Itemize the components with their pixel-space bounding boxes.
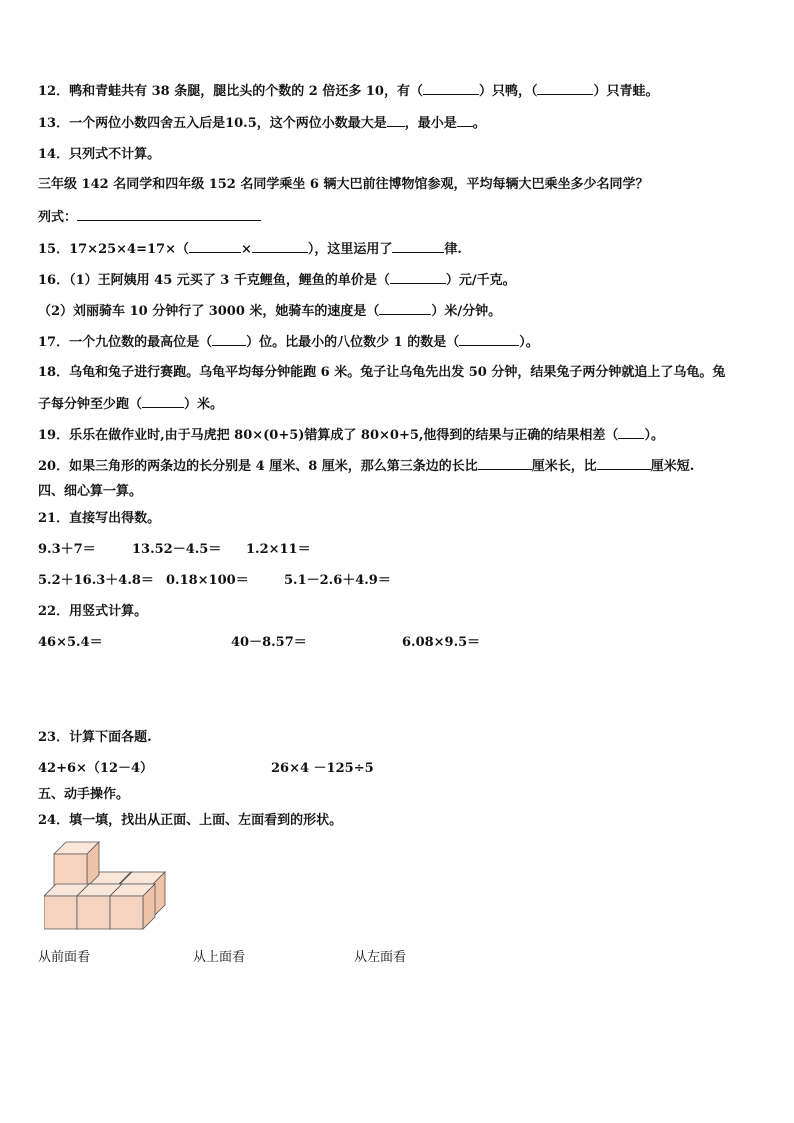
cube-top-left-front bbox=[54, 854, 87, 887]
q13-blank-min[interactable] bbox=[457, 114, 473, 127]
question-23-title: 23．计算下面各题. bbox=[38, 730, 152, 745]
q13-text-a: 13．一个两位小数四舍五入后是10.5，这个两位小数最大是 bbox=[38, 116, 387, 131]
q21-item: 5.1－2.6＋4.9＝ bbox=[284, 573, 391, 588]
question-20 bbox=[38, 457, 694, 476]
q22-item: 46×5.4＝ bbox=[38, 635, 103, 650]
q17-text-b: ）位。比最小的八位数少 1 的数是（ bbox=[246, 335, 460, 350]
q21-item: 5.2＋16.3＋4.8＝ bbox=[38, 573, 154, 588]
q18-text-b: ）米。 bbox=[184, 397, 224, 412]
q15-blank-2[interactable] bbox=[252, 240, 308, 253]
section-5-heading: 五、动手操作。 bbox=[38, 787, 130, 802]
q17-blank-1[interactable] bbox=[212, 333, 246, 346]
q16-p1-text-b: ）元/千克。 bbox=[445, 273, 516, 288]
cube-front-right-front bbox=[110, 896, 143, 929]
q12-text-b: ）只鸭，（ bbox=[478, 84, 538, 99]
q16-p2-blank[interactable] bbox=[379, 302, 431, 315]
question-16-part-2 bbox=[38, 302, 501, 321]
q20-blank-1[interactable] bbox=[478, 457, 532, 470]
question-13 bbox=[38, 114, 486, 133]
question-17 bbox=[38, 333, 539, 352]
q14-label: 列式： bbox=[38, 210, 78, 225]
q21-item: 13.52－4.5＝ bbox=[132, 542, 222, 557]
q18-text-a: 子每分钟至少跑（ bbox=[38, 397, 143, 412]
cube-group bbox=[44, 842, 165, 929]
q12-text-a: 12．鸭和青蛙共有 38 条腿，腿比头的个数的 2 倍还多 10，有（ bbox=[38, 84, 423, 99]
q15-text-c: ），这里运用了 bbox=[307, 242, 393, 257]
section-4-heading: 四、细心算一算。 bbox=[38, 484, 143, 499]
question-18-line-1: 18．乌龟和兔子进行赛跑。乌龟平均每分钟能跑 6 米。兔子让乌龟先出发 50 分钟，结果兔子两分钟就追上了乌龟。兔 bbox=[38, 365, 726, 380]
cube-front-middle-front bbox=[77, 896, 110, 929]
q16-p2-text-a: （2）刘丽骑车 10 分钟行了 3000 米，她骑车的速度是（ bbox=[38, 304, 380, 319]
q21-item: 9.3＋7＝ bbox=[38, 542, 96, 557]
q14-answer-line[interactable] bbox=[77, 208, 261, 221]
question-22-title: 22．用竖式计算。 bbox=[38, 604, 148, 619]
q15-text-d: 律. bbox=[444, 242, 462, 257]
q19-blank[interactable] bbox=[618, 426, 644, 439]
question-21-title: 21．直接写出得数。 bbox=[38, 511, 161, 526]
q20-text-c: 厘米短. bbox=[650, 459, 695, 474]
q16-p2-text-b: ）米/分钟。 bbox=[431, 304, 502, 319]
question-12 bbox=[38, 82, 658, 101]
q21-item: 0.18×100＝ bbox=[166, 573, 249, 588]
cube-stack-figure bbox=[44, 840, 174, 936]
q22-item: 6.08×9.5＝ bbox=[402, 635, 481, 650]
q15-text-b: × bbox=[240, 242, 252, 257]
question-16-part-1 bbox=[38, 271, 516, 290]
q17-text-a: 17．一个九位数的最高位是（ bbox=[38, 335, 213, 350]
question-15 bbox=[38, 240, 462, 259]
question-14-text: 三年级 142 名同学和四年级 152 名同学乘坐 6 辆大巴前往博物馆参观，平均每辆大巴乘坐多少名同学？ bbox=[38, 177, 649, 192]
q19-text-a: 19．乐乐在做作业时,由于马虎把 80×(0+5)错算成了 80×0+5,他得到的结果与正确的结果相差（ bbox=[38, 428, 619, 443]
q15-blank-law[interactable] bbox=[392, 240, 444, 253]
question-14-title: 14．只列式不计算。 bbox=[38, 147, 161, 162]
q21-item: 1.2×11＝ bbox=[246, 542, 311, 557]
q23-item: 42+6×（12－4） bbox=[38, 761, 154, 776]
caption-top-view: 从上面看 bbox=[193, 950, 246, 965]
q22-item: 40－8.57＝ bbox=[231, 635, 307, 650]
q20-blank-2[interactable] bbox=[597, 457, 651, 470]
question-24-title: 24．填一填，找出从正面、上面、左面看到的形状。 bbox=[38, 813, 343, 828]
q17-text-c: ）。 bbox=[519, 335, 539, 350]
q17-blank-2[interactable] bbox=[459, 333, 519, 346]
q19-text-b: ）。 bbox=[644, 428, 664, 443]
q20-text-b: 厘米长，比 bbox=[531, 459, 597, 474]
question-18-line-2 bbox=[38, 395, 223, 414]
q13-text-b: ，最小是 bbox=[404, 116, 457, 131]
caption-left-view: 从左面看 bbox=[354, 950, 407, 965]
q16-p1-blank[interactable] bbox=[390, 271, 446, 284]
q12-blank-duck[interactable] bbox=[423, 82, 479, 95]
q12-text-c: ）只青蛙。 bbox=[593, 84, 659, 99]
question-14-answer bbox=[38, 208, 261, 227]
q13-blank-max[interactable] bbox=[387, 114, 405, 127]
q20-text-a: 20．如果三角形的两条边的长分别是 4 厘米、8 厘米，那么第三条边的长比 bbox=[38, 459, 478, 474]
q16-p1-text-a: 16．（1）王阿姨用 45 元买了 3 千克鲤鱼，鲤鱼的单价是（ bbox=[38, 273, 390, 288]
q18-blank[interactable] bbox=[142, 395, 184, 408]
caption-front-view: 从前面看 bbox=[38, 950, 91, 965]
q15-text-a: 15．17×25×4=17×（ bbox=[38, 242, 189, 257]
question-19 bbox=[38, 426, 664, 445]
q15-blank-1[interactable] bbox=[189, 240, 241, 253]
q12-blank-frog[interactable] bbox=[537, 82, 593, 95]
q13-text-c: 。 bbox=[472, 116, 486, 131]
q23-item: 26×4 －125÷5 bbox=[271, 761, 374, 776]
cube-front-left-front bbox=[44, 896, 77, 929]
